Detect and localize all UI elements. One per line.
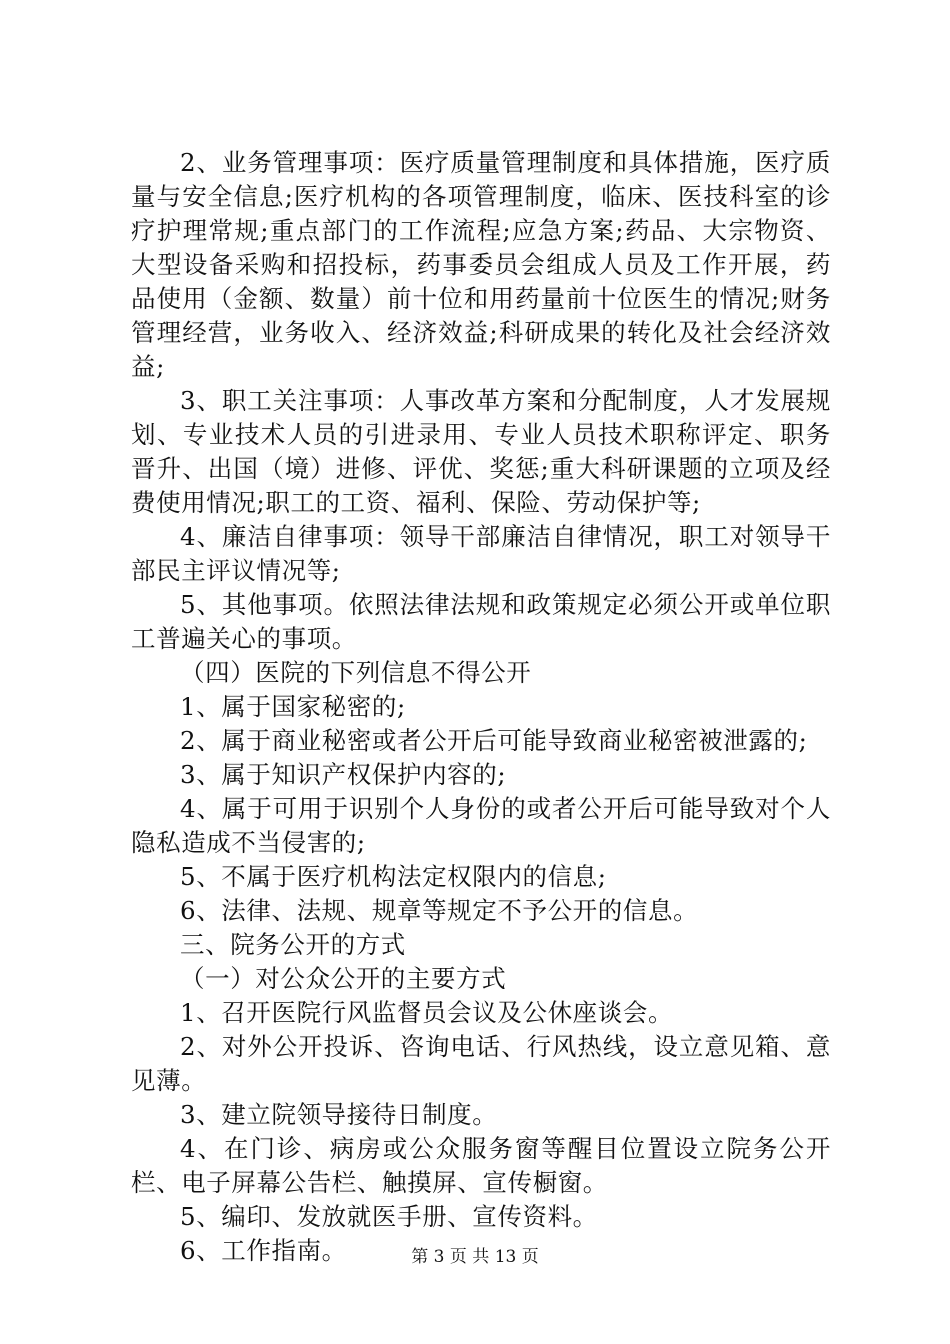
- section-heading-disclosure-methods: 三、院务公开的方式: [180, 930, 406, 959]
- list-item-work-guide: 6、工作指南。: [180, 1236, 347, 1265]
- subsection-heading-public-methods: （一）对公众公开的主要方式: [180, 964, 507, 993]
- paragraph-business-management: 2、业务管理事项：医疗质量管理制度和具体措施，医疗质量与安全信息;医疗机构的各项管理制度，临床、医技科室的诊疗护理常规;重点部门的工作流程;应急方案;药品、大宗物资、大型设备采购和招投标，药事委员会组成人员及工作开展，药品使用（金额、数量）前十位和用药量前十位医生的情况;财务管理经营，业务收入、经济效益;科研成果的转化及社会经济效益;: [131, 148, 831, 381]
- document-body: [131, 146, 831, 1268]
- section-heading-non-disclosure: （四）医院的下列信息不得公开: [180, 658, 532, 687]
- paragraph-staff-concerns: 3、职工关注事项：人事改革方案和分配制度，人才发展规划、专业技术人员的引进录用、专业人员技术职称评定、职务晋升、出国（境）进修、评优、奖惩;重大科研课题的立项及经费使用情况;职工的工资、福利、保险、劳动保护等;: [131, 386, 831, 517]
- list-item-out-of-scope: 5、不属于医疗机构法定权限内的信息;: [180, 862, 607, 891]
- paragraph-other-matters: 5、其他事项。依照法律法规和政策规定必须公开或单位职工普遍关心的事项。: [131, 590, 831, 653]
- list-item-complaint-hotline: 2、对外公开投诉、咨询电话、行风热线，设立意见箱、意见薄。: [131, 1032, 831, 1095]
- list-item-ip-protection: 3、属于知识产权保护内容的;: [180, 760, 507, 789]
- page-footer: 第 3 页 共 13 页: [411, 1247, 539, 1267]
- list-item-legal-restriction: 6、法律、法规、规章等规定不予公开的信息。: [180, 896, 699, 925]
- list-item-state-secret: 1、属于国家秘密的;: [180, 692, 406, 721]
- list-item-supervisor-meeting: 1、召开医院行风监督员会议及公休座谈会。: [180, 998, 674, 1027]
- list-item-brochure: 5、编印、发放就医手册、宣传资料。: [180, 1202, 598, 1231]
- paragraph-integrity: 4、廉洁自律事项：领导干部廉洁自律情况，职工对领导干部民主评议情况等;: [131, 522, 831, 585]
- list-item-reception-day: 3、建立院领导接待日制度。: [180, 1100, 498, 1129]
- list-item-personal-privacy: 4、属于可用于识别个人身份的或者公开后可能导致对个人隐私造成不当侵害的;: [131, 794, 831, 857]
- list-item-notice-board: 4、在门诊、病房或公众服务窗等醒目位置设立院务公开栏、电子屏幕公告栏、触摸屏、宣传橱窗。: [131, 1134, 831, 1197]
- list-item-business-secret: 2、属于商业秘密或者公开后可能导致商业秘密被泄露的;: [180, 726, 808, 755]
